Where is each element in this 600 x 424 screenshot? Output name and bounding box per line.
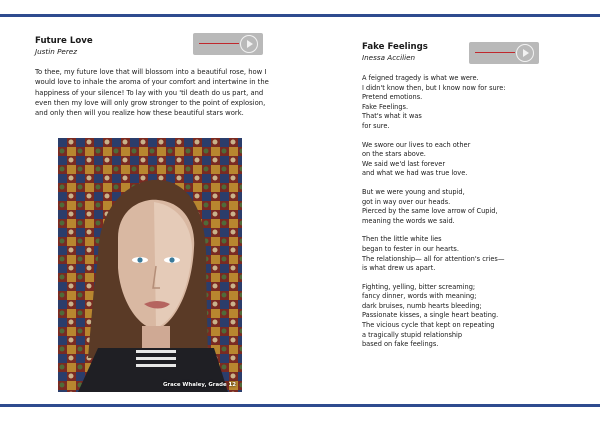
stanza	[362, 235, 572, 273]
poem-line: We said we'd last forever	[362, 159, 446, 168]
audio-progress-bar[interactable]	[199, 43, 239, 44]
poem-line: We swore our lives to each other	[362, 140, 471, 149]
poem-title: Fake Feelings	[362, 42, 428, 52]
poem-line: began to fester in our hearts.	[362, 244, 459, 253]
poem-author: Justin Perez	[35, 47, 77, 56]
poem-line: Pierced by the same love arrow of Cupid,	[362, 207, 498, 216]
poem-line: Passionate kisses, a single heart beating.	[362, 311, 499, 320]
poem-line: A feigned tragedy is what we were.	[362, 74, 479, 82]
poem-body: To thee, my future love that will blossom into a beautiful rose, how I would love to inhale the aroma of your comfort and intertwine in the happiness of your silence! To lay with you 'til death do us part, and even then my love will only grow stronger to the point of explosion, and only then will you realize how these beautiful stars work.	[35, 68, 269, 118]
poem-line: fancy dinner, words with meaning;	[362, 292, 477, 301]
poem-line: But we were young and stupid,	[362, 187, 465, 196]
poem-line: a tragically stupid relationship	[362, 330, 463, 339]
top-border-rule	[0, 14, 600, 17]
poem-line: got in way over our heads.	[362, 197, 451, 206]
poem-line: for sure.	[362, 121, 390, 130]
poem-body	[362, 74, 572, 359]
stanza	[362, 141, 572, 179]
poem-line: meaning the words we said.	[362, 216, 455, 225]
audio-player-right[interactable]	[469, 42, 539, 64]
poem-line: on the stars above.	[362, 150, 426, 159]
poem-line: is what drew us apart.	[362, 264, 436, 273]
poem-line: and what we had was true love.	[362, 169, 468, 178]
audio-player-left[interactable]	[193, 33, 263, 55]
poem-line: dark bruises, numb hearts bleeding;	[362, 301, 482, 310]
play-icon[interactable]	[240, 35, 258, 53]
stanza	[362, 74, 572, 132]
bottom-border-rule	[0, 404, 600, 407]
audio-progress-bar[interactable]	[475, 52, 515, 53]
artwork-credit: Grace Whaley, Grade 12	[162, 382, 236, 388]
poem-line: Fake Feelings.	[362, 102, 409, 111]
poem-line: Then the little white lies	[362, 235, 442, 244]
stanza	[362, 188, 572, 226]
poem-line: based on fake feelings.	[362, 340, 439, 349]
artwork-collage-portrait	[58, 138, 242, 392]
poem-line: The vicious cycle that kept on repeating	[362, 321, 495, 330]
poem-title: Future Love	[35, 36, 93, 46]
poem-line: Fighting, yelling, bitter screaming;	[362, 282, 476, 291]
poem-line: That's what it was	[362, 112, 422, 121]
poem-line: I didn't know then, but I know now for sure:	[362, 83, 506, 92]
stanza	[362, 283, 572, 350]
poem-line: The relationship— all for attention's cries—	[362, 254, 505, 263]
poem-line: Pretend emotions.	[362, 93, 423, 102]
poem-author: Inessa Accilien	[362, 53, 416, 62]
play-icon[interactable]	[516, 44, 534, 62]
